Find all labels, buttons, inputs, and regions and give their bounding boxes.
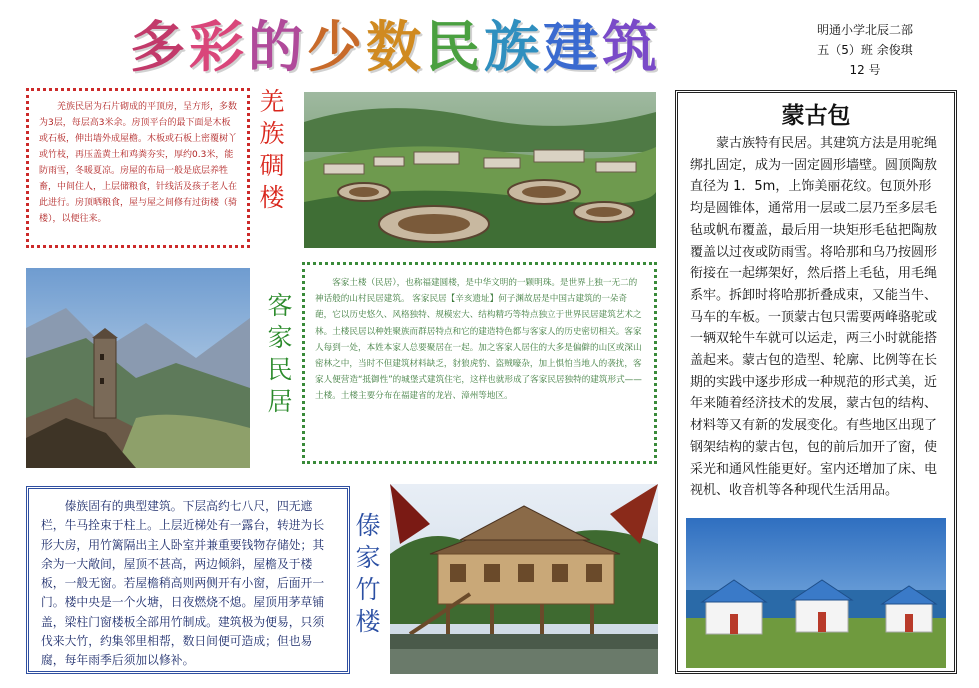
hakka-text: 客家土楼（民居），也称福建圆楼，是中华文明的一颗明珠。是世界上独一无二的神话般的山村民居建筑。 客家民居【辛亥遗址】何子渊故居是中国古建筑的一朵奇葩，它以历史悠久、风格独特、规模宏大、结构精巧等特点独立于世界民居建筑艺术之林。土楼民居以种姓聚族而群居特点和它的建造特色都与客家人的历史密切相关。客家人每到一处，本姓本家人总要聚居在一起。加之客家人居住的大多是偏僻的山区或深山密林之中，当时不但建筑材料缺乏，豺狼虎豹、盗贼嚎杂，加上惧怕当地人的袭扰，客家人便营造“抵御性”的城堡式建筑住宅，这样也就形成了客家民居独特的建筑形式——土楼。土楼主要分布在福建省的龙岩、漳州等地区。 [315,278,642,402]
author-school: 明通小学北辰二部 [816,23,913,37]
tulou-photo [304,92,656,248]
watchtower-photo [26,268,250,468]
dai-text: 傣族固有的典型建筑。下层高约七八尺，四无遮栏，牛马拴束于柱上。上层近梯处有一露台，转进为长形大房，用竹篱隔出主人卧室并兼重要钱物存储处；其余为一大敞间，屋顶不甚高，两边倾斜，屋檐及于楼板，一般无窗。若屋檐稍高则两侧开有小窗，后面开一门。楼中央是一个火塘，日夜燃烧不熄。屋顶用茅草铺盖，梁柱门窗楼板全部用竹制成。建筑极为便易，只须伐来大竹，约集邻里相帮，数日间便可造成；但也易腐，每年雨季后须加以修补。 [41,499,325,668]
title-char: 少 [307,14,367,79]
qiang-text: 羌族民居为石片砌成的平顶房，呈方形，多数为3层，每层高3米余。房顶平台的最下面是木板或石板，伸出墙外成屋檐。木板或石板上密覆树丫或竹枝，再压盖黄土和鸡粪夯实，厚约0.3米，能防雨雪，冬暖夏凉。房屋的布局一般是底层养牲畜，中间住人，上层储粮食，针线活及孩子老人在此进行。房顶晒粮食，屋与屋之间修有过街楼（骑楼），以便往来。 [39,102,238,224]
author-number: 12 号 [849,63,881,77]
title-char: 数 [366,14,426,79]
page-title [130,12,790,82]
hakka-text-box [302,262,657,464]
title-char: 多 [130,14,190,79]
author-info [800,20,930,80]
title-char: 筑 [602,14,662,79]
hakka-heading: 客 家 民 居 [267,291,293,416]
mongol-heading: 蒙古包 [781,103,851,129]
title-char: 民 [425,14,485,79]
dai-bamboo-house-photo [390,484,658,674]
title-char: 族 [484,14,544,79]
dai-text-box [26,486,350,674]
author-class-name: 五（5）班 余俊琪 [817,43,913,57]
dai-heading: 傣 家 竹 楼 [355,511,381,636]
yurt-photo [686,518,946,668]
title-char: 彩 [189,14,249,79]
qiang-text-box [26,88,250,248]
mongol-text: 蒙古族特有民居。其建筑方法是用驼绳绑扎固定，成为一固定圆形墙壁。圆顶陶敖直径为 1．5m，上饰美丽花纹。包顶外形均是圆锥体，通常用一层或二层乃至多层毛毡或帆布覆盖，最后用一块矩形毛毡把陶敖覆盖以过夜或防雨雪。将哈那和乌乃按圆形衔接在一起绑架好，然后搭上毛毡，用毛绳系牢。拆卸时将哈那折叠成束，又能当牛、马车的车板。一顶蒙古包只需要两峰骆驼或一辆双轮牛车就可以运走，两三小时就能搭盖起来。蒙古包的造型、轮廓、比例等在长期的实践中逐步形成一种规范的形式美，近年来随着经济技术的发展，蒙古包的结构、材料等又有新的发展变化。有些地区出现了钢架结构的蒙古包，包的前后加开了窗，使采光和通风性能更好。室内还增加了床、电视机、收音机等各种现代生活用品。 [690,136,938,499]
qiang-heading: 羌 族 碉 楼 [259,87,285,212]
title-char: 的 [248,14,308,79]
title-char: 建 [543,14,603,79]
